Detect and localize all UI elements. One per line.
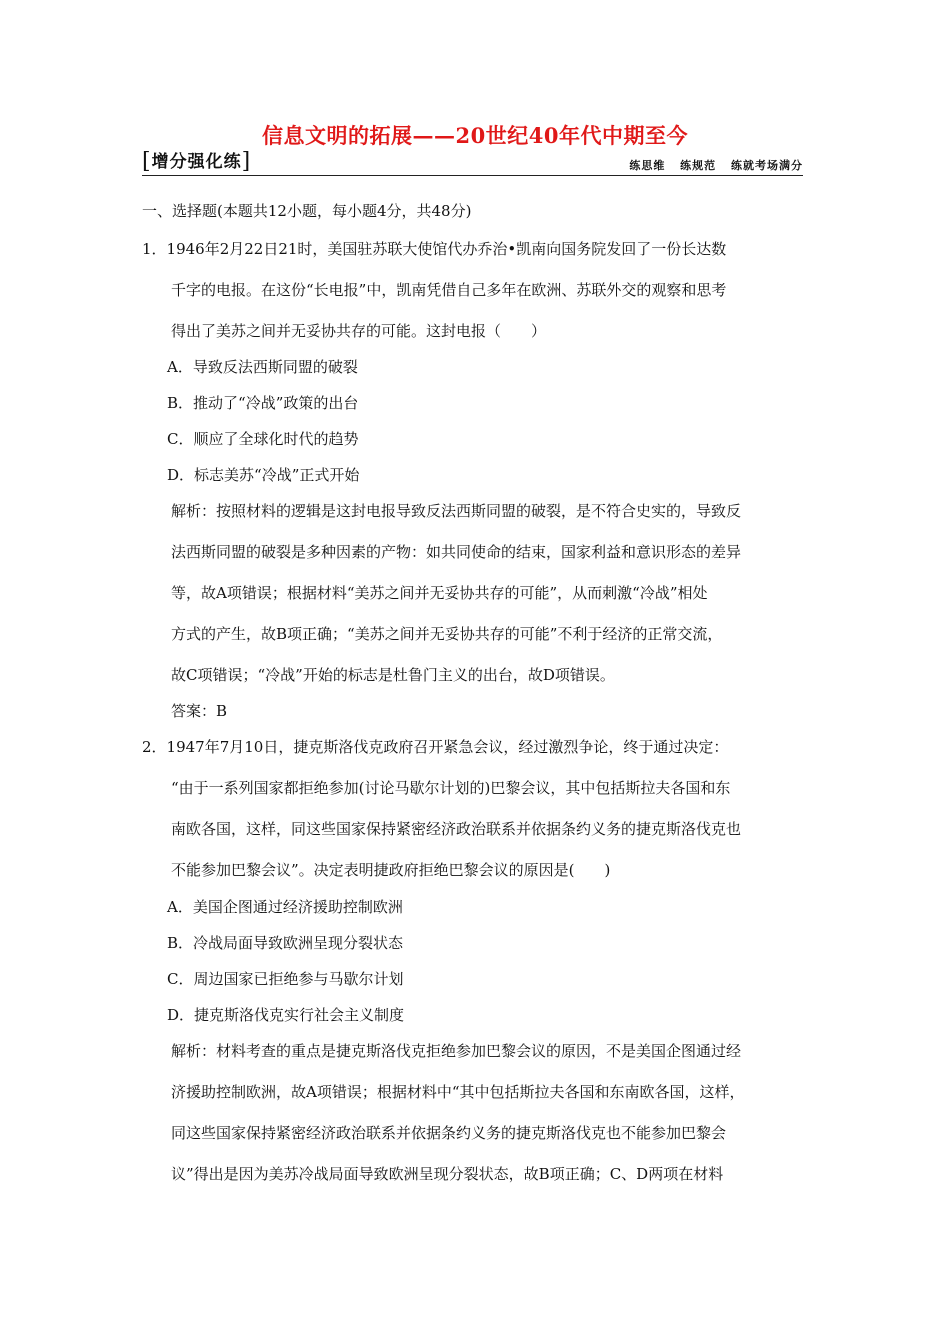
q1-analysis-line: 等，故A项错误；根据材料“美苏之间并无妥协共存的可能”，从而刺激“冷战”相处: [171, 584, 708, 602]
banner-motto: 练思维 练规范 练就考场满分: [629, 159, 803, 172]
q1-option-b: B．推动了“冷战”政策的出台: [167, 394, 359, 412]
left-bracket: [: [142, 149, 152, 174]
banner-tag: [142, 147, 251, 173]
q2-stem-line: 2．1947年7月10日，捷克斯洛伐克政府召开紧急会议，经过激烈争论，终于通过决定：: [142, 738, 729, 756]
q1-answer: 答案：B: [171, 702, 228, 720]
q1-analysis-line: 法西斯同盟的破裂是多种因素的产物：如共同使命的结束，国家利益和意识形态的差异: [171, 543, 742, 561]
q2-stem-line: 南欧各国，这样，同这些国家保持紧密经济政治联系并依据条约义务的捷克斯洛伐克也: [171, 820, 742, 838]
q1-analysis-line: 故C项错误；“冷战”开始的标志是杜鲁门主义的出台，故D项错误。: [171, 666, 615, 684]
page-title: 信息文明的拓展——20世纪40年代中期至今: [262, 123, 688, 148]
q1-option-a: A．导致反法西斯同盟的破裂: [167, 358, 358, 376]
q2-analysis-line: 议”得出是因为美苏冷战局面导致欧洲呈现分裂状态，故B项正确；C、D两项在材料: [171, 1165, 724, 1183]
q1-stem-line: 1．1946年2月22日21时，美国驻苏联大使馆代办乔治•凯南向国务院发回了一份长达数: [142, 240, 727, 258]
q1-analysis-line: 方式的产生，故B项正确；“美苏之间并无妥协共存的可能”不利于经济的正常交流，: [171, 625, 723, 643]
right-bracket: ]: [241, 149, 252, 174]
q2-analysis-line: 济援助控制欧洲，故A项错误；根据材料中“其中包括斯拉夫各国和东南欧各国，这样，: [171, 1083, 745, 1101]
q2-analysis-line: 同这些国家保持紧密经济政治联系并依据条约义务的捷克斯洛伐克也不能参加巴黎会: [171, 1124, 727, 1142]
q2-analysis-line: 解析：材料考查的重点是捷克斯洛伐克拒绝参加巴黎会议的原因，不是美国企图通过经: [171, 1042, 742, 1060]
q1-stem-line: 千字的电报。在这份“长电报”中，凯南凭借自己多年在欧洲、苏联外交的观察和思考: [171, 281, 727, 299]
q2-stem-line: “由于一系列国家都拒绝参加(讨论马歇尔计划的)巴黎会议，其中包括斯拉夫各国和东: [171, 779, 731, 797]
section-heading: 一、选择题(本题共12小题，每小题4分，共48分): [142, 202, 472, 220]
q1-stem-line: 得出了美苏之间并无妥协共存的可能。这封电报（ ）: [171, 322, 547, 340]
q2-option-a: A．美国企图通过经济援助控制欧洲: [167, 898, 403, 916]
q2-stem-line: 不能参加巴黎会议”。决定表明捷政府拒绝巴黎会议的原因是( ): [171, 861, 611, 879]
q2-option-d: D．捷克斯洛伐克实行社会主义制度: [167, 1006, 405, 1024]
q2-option-c: C．周边国家已拒绝参与马歇尔计划: [167, 970, 404, 988]
q1-option-d: D．标志美苏“冷战”正式开始: [167, 466, 360, 484]
q1-analysis-line: 解析：按照材料的逻辑是这封电报导致反法西斯同盟的破裂，是不符合史实的，导致反: [171, 502, 742, 520]
practice-banner: [142, 147, 803, 176]
q2-option-b: B．冷战局面导致欧洲呈现分裂状态: [167, 934, 404, 952]
banner-tag-text: 增分强化练: [151, 152, 242, 172]
q1-option-c: C．顺应了全球化时代的趋势: [167, 430, 359, 448]
